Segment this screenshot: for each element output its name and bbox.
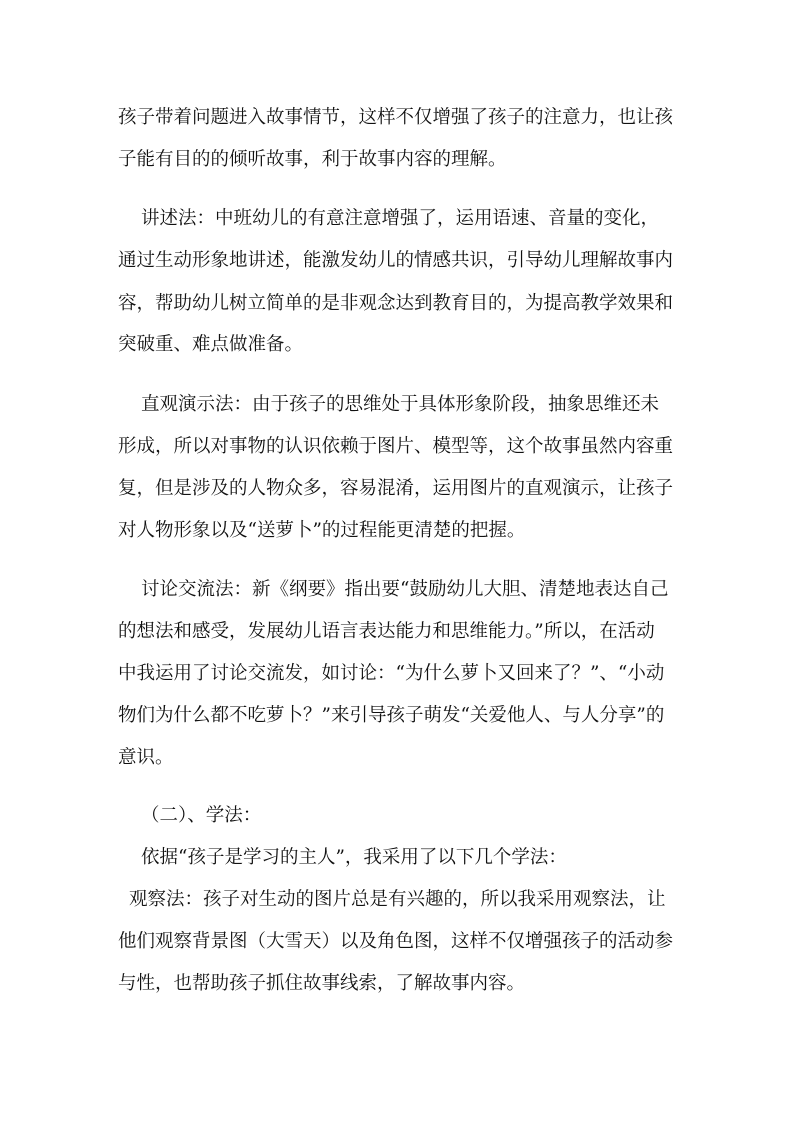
text-line: 对人物形象以及“送萝卜”的过程能更清楚的把握。 [118,520,526,541]
text-line: 形成，所以对事物的认识依赖于图片、模型等，这个故事虽然内容重 [118,436,674,457]
text-line: 突破重、难点做准备。 [118,334,304,355]
text-line: 子能有目的的倾听故事，利于故事内容的理解。 [118,149,507,170]
text-line: 讲述法：中班幼儿的有意注意增强了，运用语速、音量的变化， [141,208,660,229]
text-line: 直观演示法：由于孩子的思维处于具体形象阶段，抽象思维还未 [141,394,660,415]
text-line: 意识。 [118,747,174,768]
text-line: 中我运用了讨论交流发，如讨论：“为什么萝卜又回来了？”、“小动 [118,663,665,684]
text-line: 讨论交流法：新《纲要》指出要“鼓励幼儿大胆、清楚地表达自己 [141,579,669,600]
text-line: 物们为什么都不吃萝卜？”来引导孩子萌发“关爱他人、与人分享”的 [118,705,665,726]
text-line: 依据“孩子是学习的主人”，我采用了以下几个学法： [141,847,567,868]
text-line: 的想法和感受，发展幼儿语言表达能力和思维能力。”所以，在活动 [118,621,655,642]
text-line: 与性，也帮助孩子抓住故事线索，了解故事内容。 [118,973,526,994]
text-line: 复，但是涉及的人物众多，容易混淆，运用图片的直观演示，让孩子 [118,478,674,499]
text-line: 观察法：孩子对生动的图片总是有兴趣的，所以我采用观察法，让 [129,889,666,910]
section-heading: （二）、学法： [141,805,262,826]
text-line: 通过生动形象地讲述，能激发幼儿的情感共识，引导幼儿理解故事内 [118,250,674,271]
text-line: 孩子带着问题进入故事情节，这样不仅增强了孩子的注意力，也让孩 [118,107,674,128]
text-line: 他们观察背景图（大雪天）以及角色图，这样不仅增强孩子的活动参 [118,931,674,952]
text-line: 容，帮助幼儿树立简单的是非观念达到教育目的，为提高教学效果和 [118,293,674,314]
